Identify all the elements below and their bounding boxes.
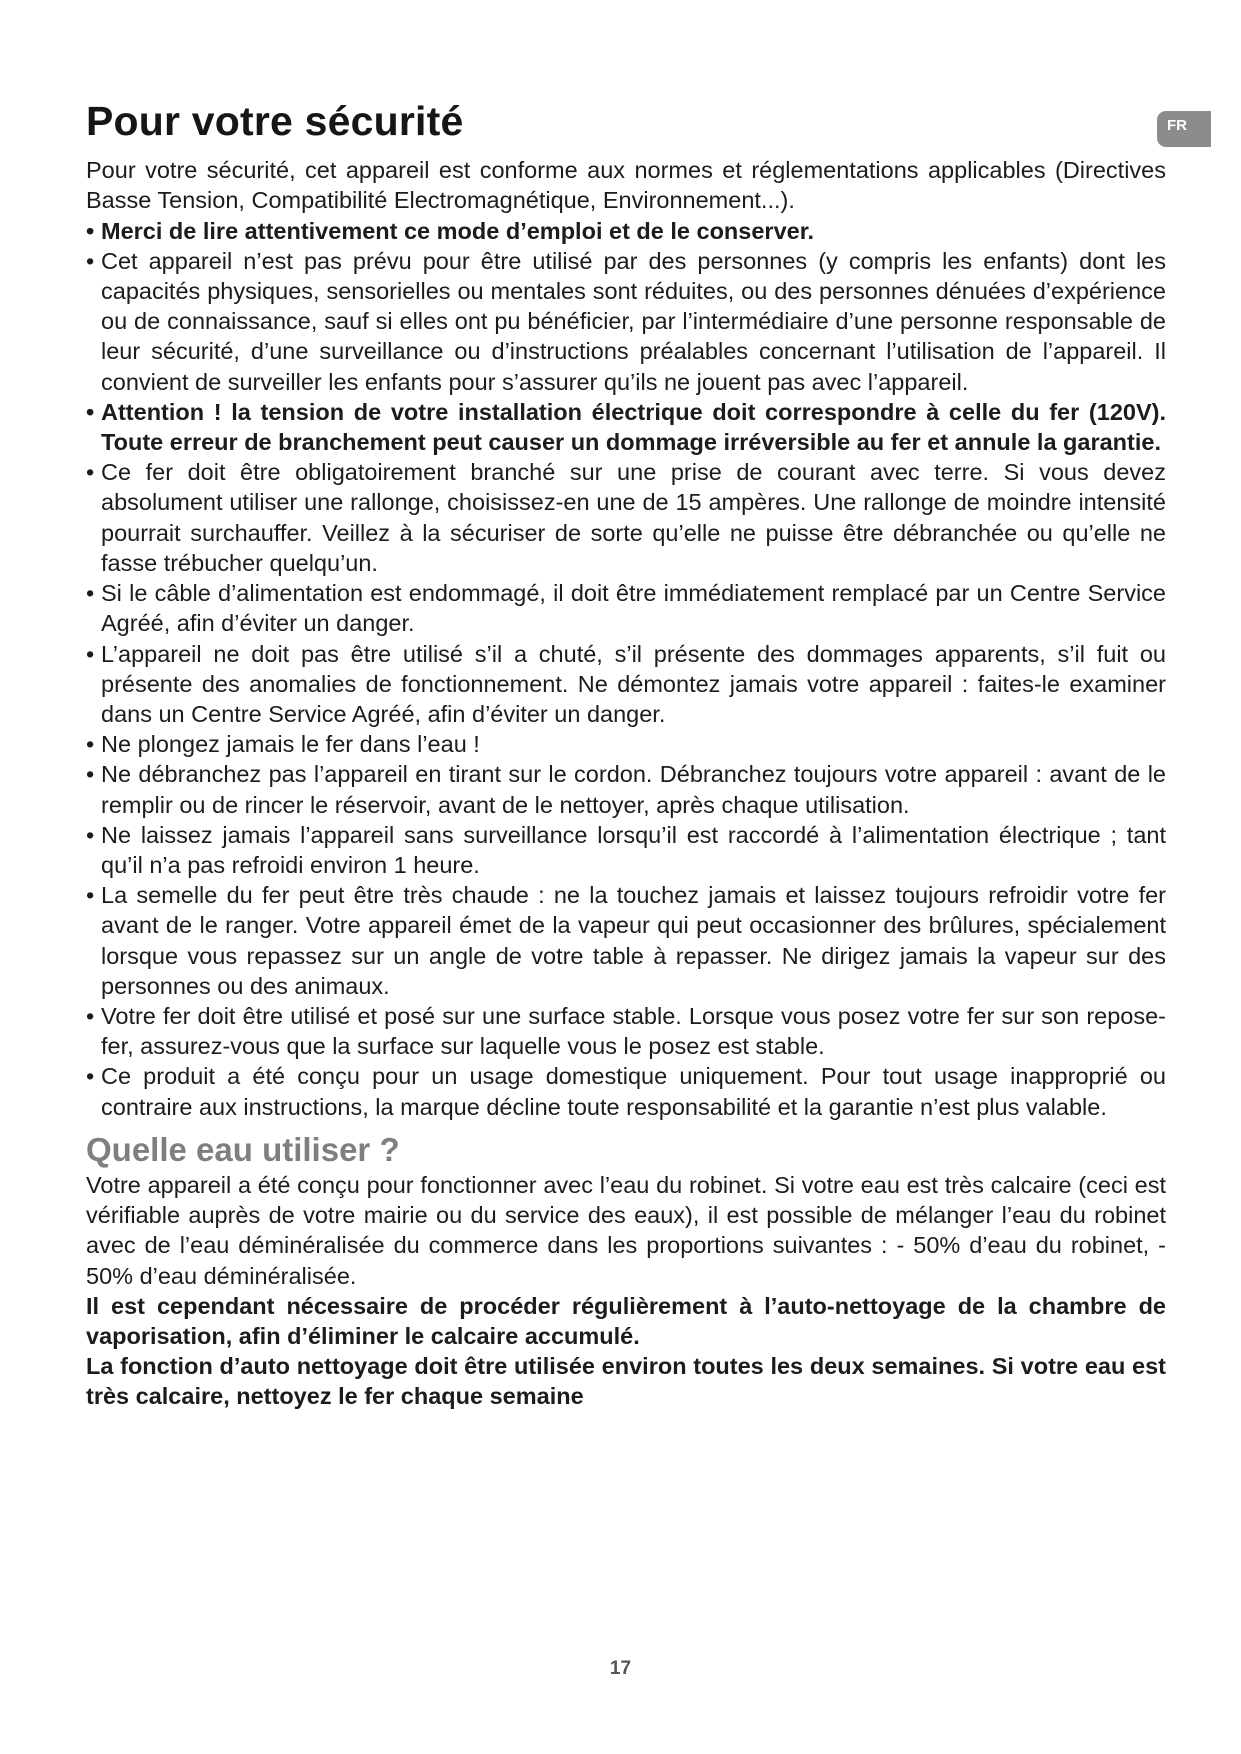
safety-item-text: Ce produit a été conçu pour un usage domestique uniquement. Pour tout usage inapproprié ou contraire aux instructions, la marque décline toute responsabilité et la garantie n’est plus valable. (101, 1063, 1166, 1120)
page-title: Pour votre sécurité (86, 98, 464, 144)
safety-item-text: Votre fer doit être utilisé et posé sur une surface stable. Lorsque vous posez votre fer sur son repose-fer, assurez-vous que la surface sur laquelle vous le posez est stable. (101, 1002, 1166, 1060)
language-tab: FR (1157, 111, 1211, 147)
bullet-icon: • (86, 459, 95, 486)
bullet-icon: • (86, 580, 95, 607)
safety-item (86, 578, 1166, 638)
safety-item-text: Merci de lire attentivement ce mode d’emploi et de le conserver. (101, 217, 815, 244)
bullet-icon: • (86, 731, 95, 758)
safety-item-text: Si le câble d’alimentation est endommagé, il doit être immédiatement remplacé par un Centre Service Agréé, afin d’éviter un danger. (101, 580, 1166, 637)
safety-list (86, 216, 1166, 1122)
water-section-title: Quelle eau utiliser ? (86, 1130, 400, 1168)
water-bold-note-1: Il est cependant nécessaire de procéder régulièrement à l’auto-nettoyage de la chambre de vaporisation, afin d’éliminer le calcaire accumulé. (86, 1292, 1166, 1350)
water-section (86, 1132, 1166, 1412)
safety-item (86, 729, 1166, 759)
safety-item (86, 1001, 1166, 1061)
safety-item (86, 216, 1166, 246)
bullet-icon: • (86, 882, 95, 909)
bullet-icon: • (86, 217, 95, 244)
bullet-icon: • (86, 398, 95, 425)
safety-item (86, 1061, 1166, 1121)
safety-item-text: Cet appareil n’est pas prévu pour être utilisé par des personnes (y compris les enfants) dont les capacités physiques, sensorielles ou mentales sont réduites, ou des personnes dénuées d’expérience ou de connaissance, sauf si elles ont pu bénéficier, par l’intermédiaire d’une personne responsable de leur sécurité, d’une surveillance ou d’instructions préalables concernant l’utilisation de l’appareil. Il convient de surveiller les enfants pour s’assurer qu’ils ne jouent pas avec l’appareil. (101, 247, 1166, 395)
bullet-icon: • (86, 1063, 95, 1090)
water-bold-note-2: La fonction d’auto nettoyage doit être utilisée environ toutes les deux semaines. Si votre eau est très calcaire, nettoyez le fer chaque semaine (86, 1353, 1166, 1410)
safety-item (86, 759, 1166, 819)
safety-item-text: Ne plongez jamais le fer dans l’eau ! (101, 731, 480, 758)
safety-item (86, 880, 1166, 1001)
bullet-icon: • (86, 1002, 95, 1029)
page-number: 17 (609, 1658, 632, 1679)
safety-item (86, 246, 1166, 397)
safety-item-text: Ne débranchez pas l’appareil en tirant sur le cordon. Débranchez toujours votre appareil : avant de le remplir ou de rincer le réservoir, avant de le nettoyer, après chaque utilisation. (101, 761, 1166, 818)
safety-item-text: La semelle du fer peut être très chaude : ne la touchez jamais et laissez toujours refroidir votre fer avant de le ranger. Votre appareil émet de la vapeur qui peut occasionner des brûlures, spécialement lorsque vous repassez sur un angle de votre table à repasser. Ne dirigez jamais la vapeur sur des personnes ou des animaux. (101, 882, 1166, 999)
bullet-icon: • (86, 761, 95, 788)
safety-item-text: Ne laissez jamais l’appareil sans surveillance lorsqu’il est raccordé à l’alimentation électrique ; tant qu’il n’a pas refroidi environ 1 heure. (101, 821, 1166, 878)
bullet-icon: • (86, 247, 95, 274)
safety-item-text: Attention ! la tension de votre installation électrique doit correspondre à celle du fer (120V). Toute erreur de branchement peut causer un dommage irréversible au fer et annule la garantie. (101, 398, 1166, 456)
bullet-icon: • (86, 821, 95, 848)
safety-item (86, 820, 1166, 880)
safety-item (86, 397, 1166, 457)
water-paragraph: Votre appareil a été conçu pour fonctionner avec l’eau du robinet. Si votre eau est très calcaire (ceci est vérifiable auprès de votre mairie ou du service des eaux), il est possible de mélanger l’eau du robinet avec de l’eau déminéralisée du commerce dans les proportions suivantes : - 50% d’eau du robinet, - 50% d’eau déminéralisée. (86, 1172, 1166, 1289)
bullet-icon: • (86, 640, 95, 667)
safety-item (86, 457, 1166, 578)
safety-item (86, 639, 1166, 730)
intro-paragraph: Pour votre sécurité, cet appareil est conforme aux normes et réglementations applicables (Directives Basse Tension, Compatibilité Electromagnétique, Environnement...). (86, 157, 1166, 214)
page-content (86, 96, 1166, 1412)
safety-item-text: L’appareil ne doit pas être utilisé s’il a chuté, s’il présente des dommages apparents, s’il fuit ou présente des anomalies de fonctionnement. Ne démontez jamais votre appareil : faites-le examiner dans un Centre Service Agréé, afin d’éviter un danger. (101, 640, 1166, 727)
safety-item-text: Ce fer doit être obligatoirement branché sur une prise de courant avec terre. Si vous devez absolument utiliser une rallonge, choisissez-en une de 15 ampères. Une rallonge de moindre intensité pourrait surchauffer. Veillez à la sécuriser de sorte qu’elle ne puisse être débranchée ou qu’elle ne fasse trébucher quelqu’un. (101, 459, 1166, 576)
